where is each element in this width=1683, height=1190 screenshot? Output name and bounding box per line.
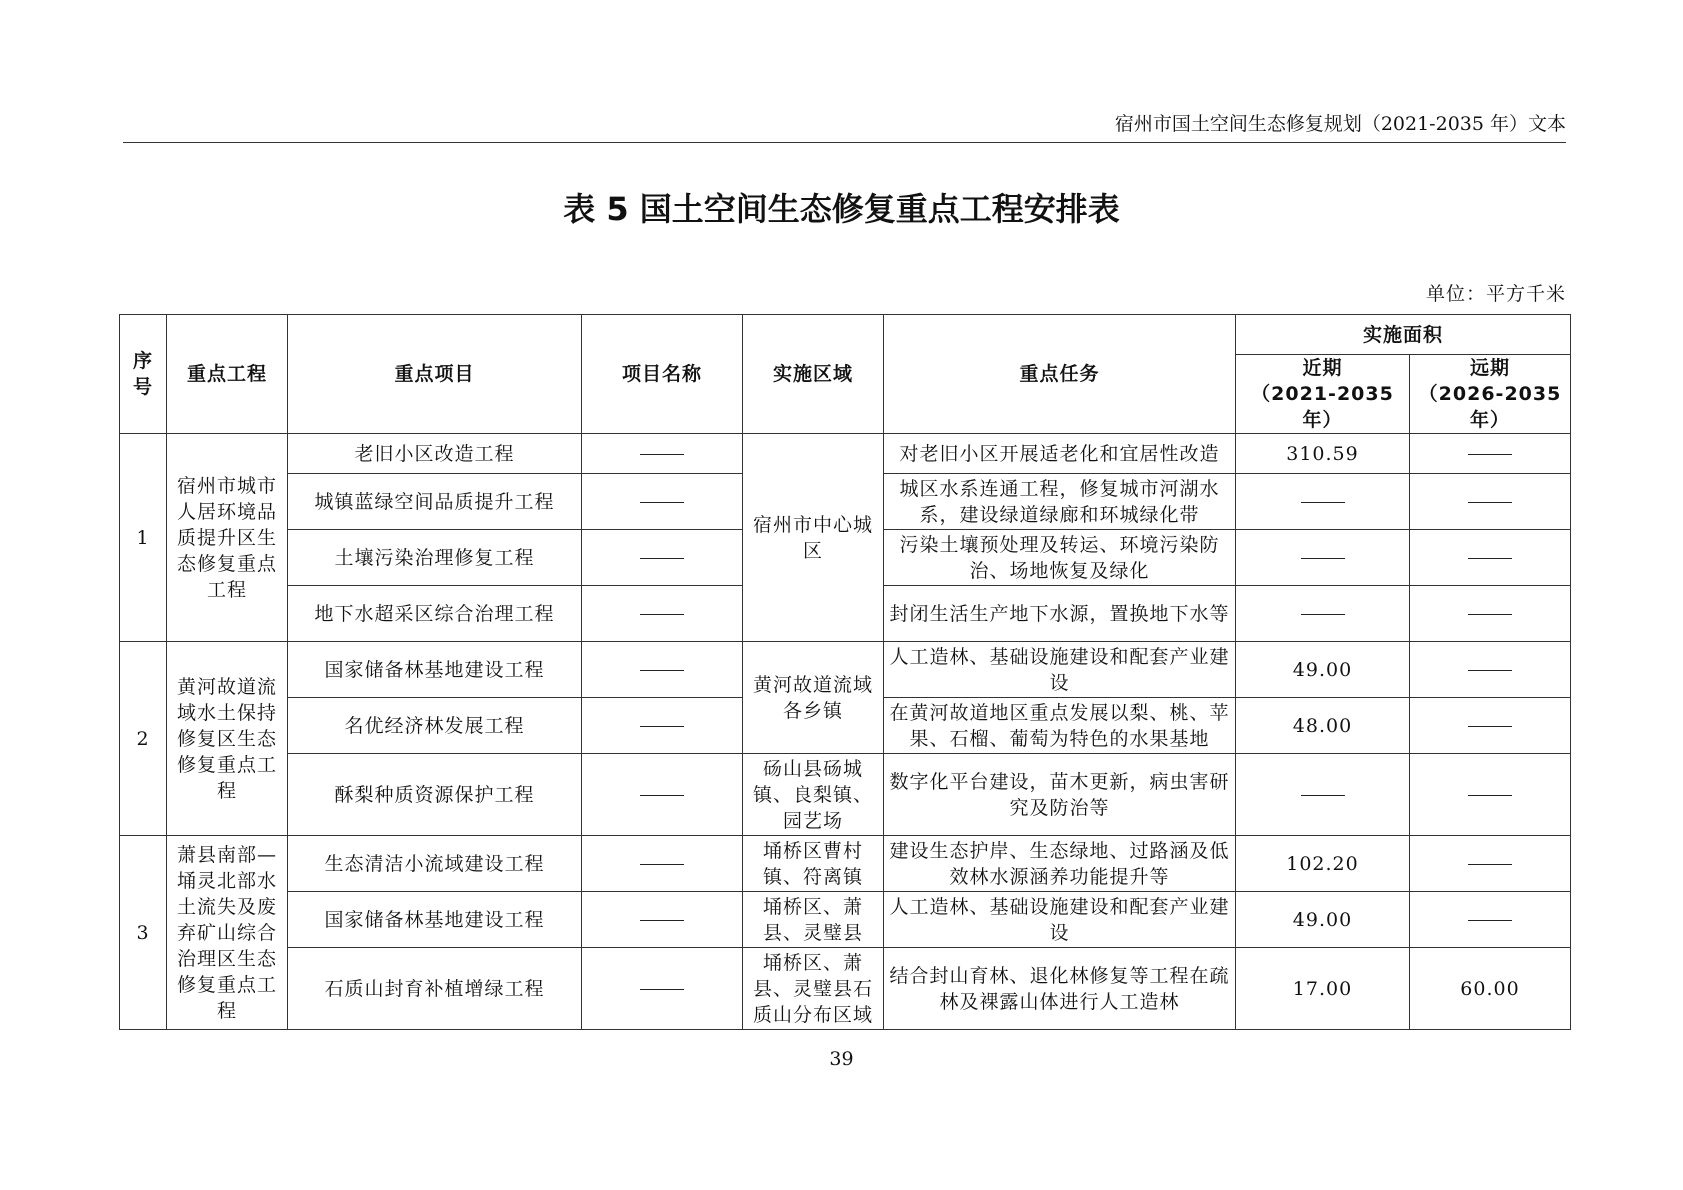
header-task: 重点任务: [884, 315, 1236, 434]
row-name-dash: [582, 434, 743, 474]
header-near-term: [1236, 355, 1410, 434]
row-task: 建设生态护岸、生态绿地、过路涵及低效林水源涵养功能提升等: [884, 836, 1236, 892]
row-near-term: 17.00: [1236, 948, 1410, 1030]
page-number: 39: [829, 1048, 854, 1070]
row-item: 酥梨种质资源保护工程: [288, 754, 582, 836]
row-task: 人工造林、基础设施建设和配套产业建设: [884, 892, 1236, 948]
row-item: 老旧小区改造工程: [288, 434, 582, 474]
row-far-dash: [1410, 586, 1571, 642]
row-far-dash: [1410, 892, 1571, 948]
row-near-dash: [1236, 586, 1410, 642]
row-near-term: 310.59: [1236, 434, 1410, 474]
row-near-dash: [1236, 474, 1410, 530]
header-impl-area: 实施面积: [1236, 315, 1571, 355]
row-area: 黄河故道流域各乡镇: [743, 642, 884, 754]
header-long-term: [1410, 355, 1571, 434]
row-item: 生态清洁小流域建设工程: [288, 836, 582, 892]
table-row: [120, 754, 1571, 836]
table-row: [120, 434, 1571, 474]
row-item: 城镇蓝绿空间品质提升工程: [288, 474, 582, 530]
row-far-dash: [1410, 530, 1571, 586]
header-key-project: 重点工程: [167, 315, 288, 434]
table-header: [120, 315, 1571, 434]
row-key-project: 黄河故道流域水土保持修复区生态修复重点工程: [167, 642, 288, 836]
row-task: 封闭生活生产地下水源，置换地下水等: [884, 586, 1236, 642]
row-name-dash: [582, 892, 743, 948]
row-item: 国家储备林基地建设工程: [288, 892, 582, 948]
header-seq: 序号: [120, 315, 167, 434]
row-task: 在黄河故道地区重点发展以梨、桃、苹果、石榴、葡萄为特色的水果基地: [884, 698, 1236, 754]
table-body: [120, 434, 1571, 1030]
project-table: [119, 314, 1571, 1030]
row-area: 宿州市中心城区: [743, 434, 884, 642]
row-item: 地下水超采区综合治理工程: [288, 586, 582, 642]
row-item: 名优经济林发展工程: [288, 698, 582, 754]
table-row: [120, 948, 1571, 1030]
page-title: 表 5 国土空间生态修复重点工程安排表: [563, 190, 1120, 228]
row-name-dash: [582, 836, 743, 892]
row-area: 埇桥区、萧县、灵璧县: [743, 892, 884, 948]
table-row: [120, 892, 1571, 948]
row-far-dash: [1410, 698, 1571, 754]
unit-label: 单位：平方千米: [1425, 283, 1566, 305]
row-name-dash: [582, 948, 743, 1030]
row-area: 砀山县砀城镇、良梨镇、园艺场: [743, 754, 884, 836]
near-term-years: （2021-2035 年）: [1251, 383, 1394, 431]
row-area: 埇桥区曹村镇、符离镇: [743, 836, 884, 892]
row-key-project: 宿州市城市人居环境品质提升区生态修复重点工程: [167, 434, 288, 642]
header-key-item: 重点项目: [288, 315, 582, 434]
row-name-dash: [582, 754, 743, 836]
long-term-years: （2026-2035 年）: [1418, 383, 1562, 431]
row-name-dash: [582, 474, 743, 530]
header-rule: [123, 142, 1566, 143]
table-row: [120, 642, 1571, 698]
row-task: 结合封山育林、退化林修复等工程在疏林及裸露山体进行人工造林: [884, 948, 1236, 1030]
row-seq: 2: [120, 642, 167, 836]
row-far-dash: [1410, 642, 1571, 698]
header-project-name: 项目名称: [582, 315, 743, 434]
row-seq: 3: [120, 836, 167, 1030]
long-term-label: 远期: [1470, 357, 1511, 379]
row-far-term: 60.00: [1410, 948, 1571, 1030]
row-name-dash: [582, 642, 743, 698]
row-task: 数字化平台建设，苗木更新，病虫害研究及防治等: [884, 754, 1236, 836]
row-near-term: 48.00: [1236, 698, 1410, 754]
row-far-dash: [1410, 754, 1571, 836]
document-header: 宿州市国土空间生态修复规划（2021-2035 年）文本: [1114, 113, 1566, 135]
row-near-dash: [1236, 530, 1410, 586]
table-row: [120, 836, 1571, 892]
near-term-label: 近期: [1302, 357, 1343, 379]
row-task: 人工造林、基础设施建设和配套产业建设: [884, 642, 1236, 698]
row-key-project: 萧县南部—埇灵北部水土流失及废弃矿山综合治理区生态修复重点工程: [167, 836, 288, 1030]
row-item: 土壤污染治理修复工程: [288, 530, 582, 586]
row-near-term: 102.20: [1236, 836, 1410, 892]
row-task: 城区水系连通工程，修复城市河湖水系，建设绿道绿廊和环城绿化带: [884, 474, 1236, 530]
row-area: 埇桥区、萧县、灵璧县石质山分布区域: [743, 948, 884, 1030]
row-item: 国家储备林基地建设工程: [288, 642, 582, 698]
row-seq: 1: [120, 434, 167, 642]
row-name-dash: [582, 586, 743, 642]
row-name-dash: [582, 530, 743, 586]
row-near-term: 49.00: [1236, 892, 1410, 948]
row-near-dash: [1236, 754, 1410, 836]
row-task: 污染土壤预处理及转运、环境污染防治、场地恢复及绿化: [884, 530, 1236, 586]
row-name-dash: [582, 698, 743, 754]
row-task: 对老旧小区开展适老化和宜居性改造: [884, 434, 1236, 474]
row-far-dash: [1410, 474, 1571, 530]
row-item: 石质山封育补植增绿工程: [288, 948, 582, 1030]
header-area: 实施区域: [743, 315, 884, 434]
row-near-term: 49.00: [1236, 642, 1410, 698]
row-far-dash: [1410, 836, 1571, 892]
row-far-dash: [1410, 434, 1571, 474]
